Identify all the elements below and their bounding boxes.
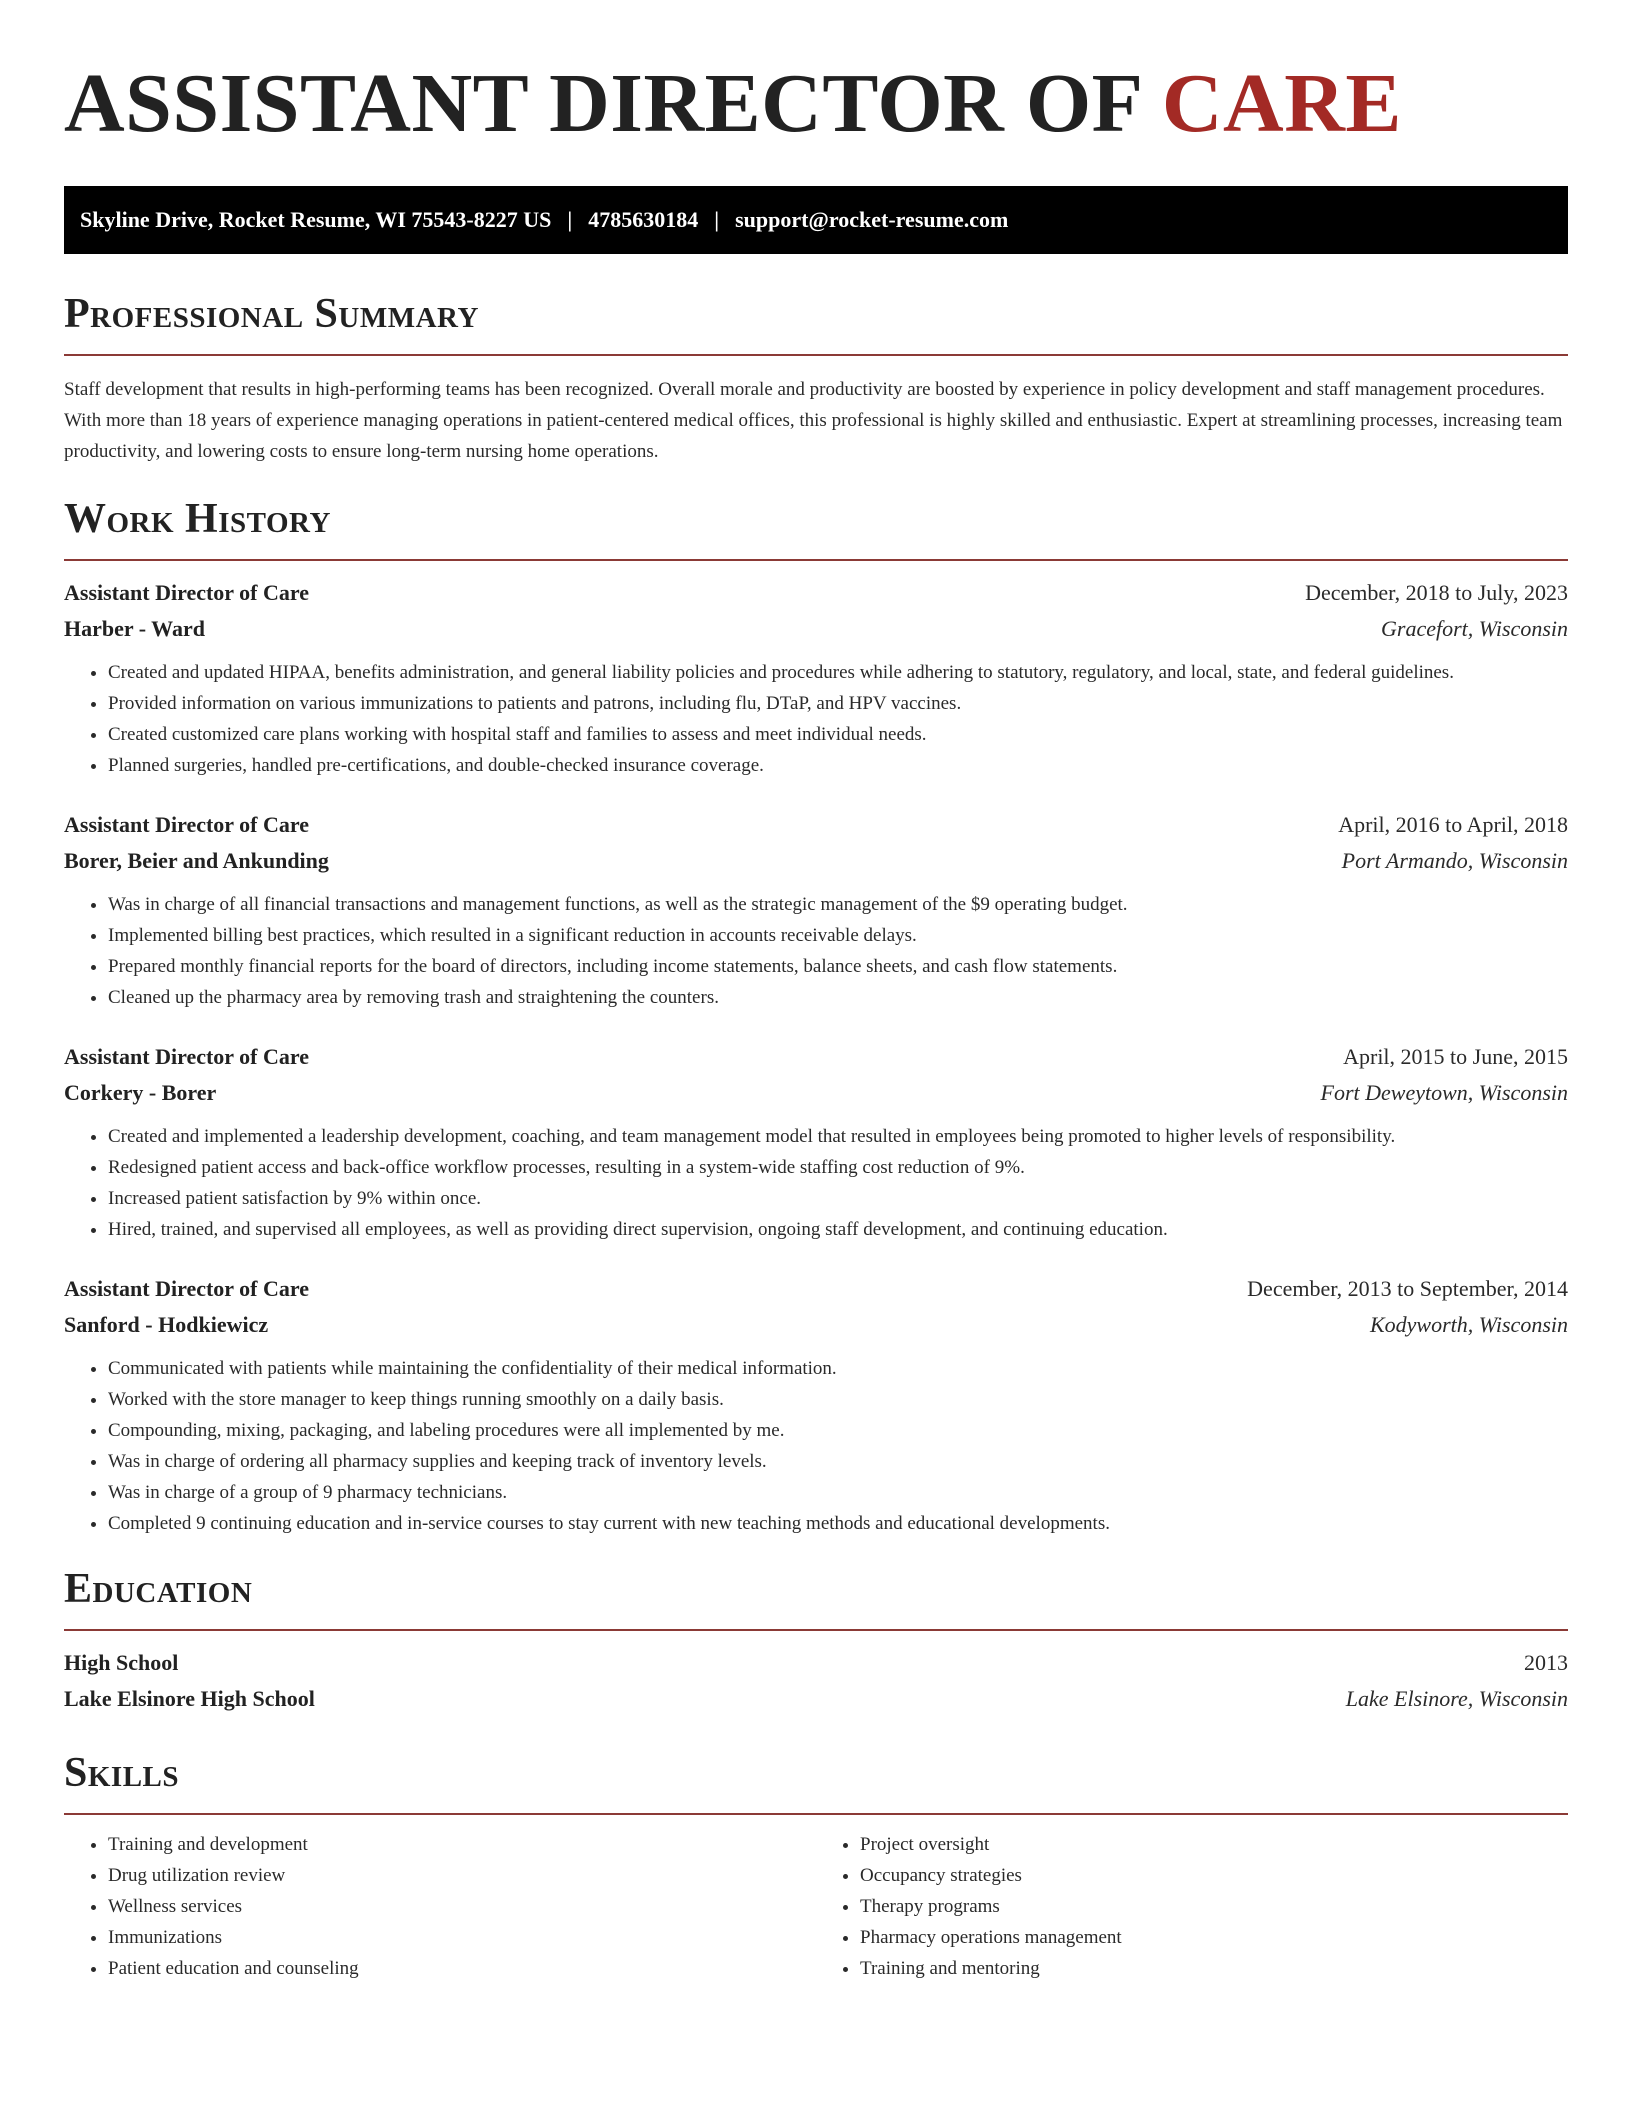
skills-column-right [816,1829,1568,1984]
job-duty-item: • Implemented billing best practices, which resulted in a significant reduction in accounts receivable delays. [108,920,1568,951]
job-duty-item: • Worked with the store manager to keep things running smoothly on a daily basis. [108,1384,1568,1415]
job-location: Kodyworth, Wisconsin [1369,1312,1568,1337]
job-location: Port Armando, Wisconsin [1341,848,1568,873]
job-duty-item: • Planned surgeries, handled pre-certifications, and double-checked insurance coverage. [108,750,1568,781]
job-duty-item: • Redesigned patient access and back-office workflow processes, resulting in a system-wide staffing cost reduction of 9%. [108,1152,1568,1183]
education-year: 2013 [1524,1650,1568,1675]
job-duty-item: • Communicated with patients while maintaining the confidentiality of their medical information. [108,1353,1568,1384]
title-accent: CARE [1161,57,1402,150]
skill-item: • Therapy programs [860,1891,1568,1922]
job-title: Assistant Director of Care [64,580,310,605]
education-location: Lake Elsinore, Wisconsin [1345,1686,1568,1711]
job-location: Fort Deweytown, Wisconsin [1320,1080,1568,1105]
job-entry [64,1271,1568,1539]
job-company: Corkery - Borer [64,1080,217,1105]
job-header-row [64,575,1568,611]
contact-separator: | [714,207,720,232]
job-duties-list [64,1353,1568,1539]
job-entry [64,575,1568,781]
job-company: Harber - Ward [64,616,205,641]
skill-item: • Patient education and counseling [108,1953,816,1984]
job-title: Assistant Director of Care [64,1276,310,1301]
job-duty-item: • Hired, trained, and supervised all employees, as well as providing direct supervision, ongoing staff development, and continuing education. [108,1214,1568,1245]
job-header-row [64,807,1568,843]
education-section [64,1565,1568,1717]
skill-item: • Immunizations [108,1922,816,1953]
skills-grid [64,1829,1568,1984]
job-location: Gracefort, Wisconsin [1381,616,1568,641]
section-heading: Professional Summary [64,291,479,337]
job-company: Sanford - Hodkiewicz [64,1312,269,1337]
education-row [64,1681,1568,1717]
education-degree: High School [64,1650,179,1675]
job-dates: December, 2018 to July, 2023 [1305,580,1568,605]
contact-phone: 4785630184 [588,207,699,232]
summary-section [64,290,1568,467]
job-duty-item: • Created and implemented a leadership development, coaching, and team management model that resulted in employees being promoted to higher levels of responsibility. [108,1121,1568,1152]
education-school: Lake Elsinore High School [64,1686,315,1711]
education-row [64,1645,1568,1681]
job-title: Assistant Director of Care [64,1044,310,1069]
contact-address: Skyline Drive, Rocket Resume, WI 75543-8227 US [80,207,552,232]
job-dates: April, 2015 to June, 2015 [1343,1044,1568,1069]
skill-item: • Project oversight [860,1829,1568,1860]
job-company-row [64,1075,1568,1111]
section-heading: Work History [64,496,331,542]
summary-text: Staff development that results in high-performing teams has been recognized. Overall morale and productivity are boosted by experience in policy development and staff management procedures. With more than 18 years of experience managing operations in patient-centered medical offices, this professional is highly skilled and enthusiastic. Expert at streamlining processes, increasing team productivity, and lowering costs to ensure long-term nursing home operations. [64,379,1563,462]
job-duty-item: • Created and updated HIPAA, benefits administration, and general liability policies and procedures while adhering to statutory, regulatory, and local, state, and federal guidelines. [108,657,1568,688]
contact-email: support@rocket-resume.com [735,207,1009,232]
job-duty-item: • Created customized care plans working with hospital staff and families to assess and meet individual needs. [108,719,1568,750]
job-duty-item: • Compounding, mixing, packaging, and labeling procedures were all implemented by me. [108,1415,1568,1446]
title-main: ASSISTANT DIRECTOR OF [64,57,1162,150]
job-duty-item: • Completed 9 continuing education and in-service courses to stay current with new teaching methods and educational developments. [108,1508,1568,1539]
job-company-row [64,611,1568,647]
job-duties-list [64,657,1568,781]
job-header-row [64,1039,1568,1075]
job-entry [64,1039,1568,1245]
resume-title [64,56,1568,152]
job-duty-item: • Cleaned up the pharmacy area by removing trash and straightening the counters. [108,982,1568,1013]
contact-separator: | [567,207,573,232]
section-heading: Education [64,1566,253,1612]
job-header-row [64,1271,1568,1307]
job-duty-item: • Provided information on various immunizations to patients and patrons, including flu, DTaP, and HPV vaccines. [108,688,1568,719]
skills-section [64,1749,1568,1984]
job-duty-item: • Was in charge of all financial transactions and management functions, as well as the strategic management of the $9 operating budget. [108,889,1568,920]
section-divider [64,354,1568,356]
job-duty-item: • Prepared monthly financial reports for the board of directors, including income statements, balance sheets, and cash flow statements. [108,951,1568,982]
job-dates: April, 2016 to April, 2018 [1338,812,1568,837]
work-history-section [64,495,1568,1539]
section-divider [64,559,1568,561]
section-divider [64,1813,1568,1815]
job-dates: December, 2013 to September, 2014 [1247,1276,1568,1301]
job-company-row [64,843,1568,879]
job-company-row [64,1307,1568,1343]
job-duty-item: • Was in charge of a group of 9 pharmacy technicians. [108,1477,1568,1508]
skill-item: • Pharmacy operations management [860,1922,1568,1953]
job-duty-item: • Was in charge of ordering all pharmacy supplies and keeping track of inventory levels. [108,1446,1568,1477]
job-title: Assistant Director of Care [64,812,310,837]
jobs-list [64,575,1568,1539]
job-duty-item: • Increased patient satisfaction by 9% within once. [108,1183,1568,1214]
section-divider [64,1629,1568,1631]
skill-item: • Training and mentoring [860,1953,1568,1984]
skill-item: • Drug utilization review [108,1860,816,1891]
skill-item: • Occupancy strategies [860,1860,1568,1891]
job-duties-list [64,1121,1568,1245]
skills-list [64,1829,816,1984]
contact-bar [64,186,1568,254]
skills-column-left [64,1829,816,1984]
job-duties-list [64,889,1568,1013]
job-company: Borer, Beier and Ankunding [64,848,329,873]
skills-list [816,1829,1568,1984]
skill-item: • Wellness services [108,1891,816,1922]
skill-item: • Training and development [108,1829,816,1860]
section-heading: Skills [64,1750,180,1796]
job-entry [64,807,1568,1013]
